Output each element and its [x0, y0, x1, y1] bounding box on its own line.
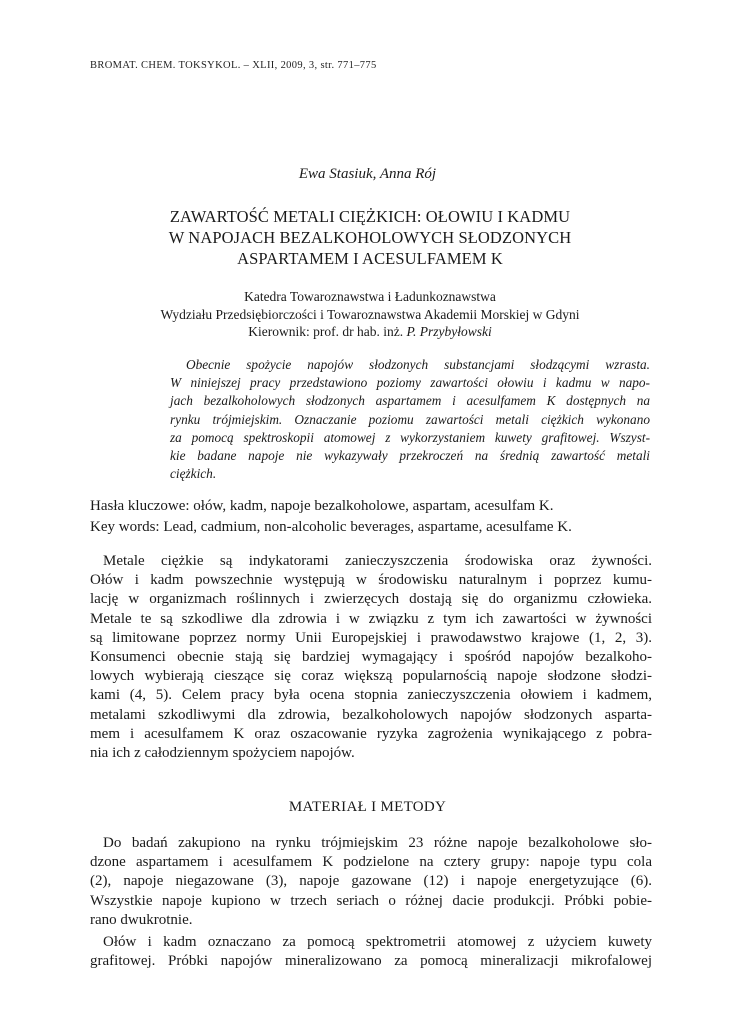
affiliation-head [90, 323, 650, 341]
abstract-line: Obecnie spożycie napojów słodzonych substancjami słodzącymi wzrasta. [186, 357, 650, 372]
paper-title [90, 206, 650, 269]
affiliation-head-prefix: Kierownik: prof. dr hab. inż. [248, 324, 404, 339]
methods-paragraph [90, 834, 652, 930]
abstract-line: ciężkich. [170, 466, 217, 482]
abstract [170, 356, 650, 483]
affiliation [90, 288, 650, 341]
body-line: kami (4, 5). Celem pracy była ocena stopnia zanieczyszczenia ołowiem i kadmem, [90, 687, 652, 704]
body-line: Ołów i kadm powszechnie występują w środowisku naturalnym i poprzez kumu- [90, 572, 652, 589]
body-line: lację w organizmach roślinnych i zwierzęcych dostają się do organizmu człowieka. [90, 591, 652, 608]
keywords-english: Key words: Lead, cadmium, non-alcoholic beverages, aspartame, acesulfame K. [90, 519, 572, 535]
body-line: Metale te są szkodliwe dla zdrowia i w związku z tym ich zawartości w żywności [90, 610, 652, 627]
body-line: Ołów i kadm oznaczano za pomocą spektrometrii atomowej z użyciem kuwety [103, 934, 652, 950]
body-line: rano dwukrotnie. [90, 911, 193, 928]
body-line: Metale ciężkie są indykatorami zanieczyszczenia środowiska oraz żywności. [103, 553, 652, 569]
body-line: dzone aspartamem i acesulfamem K podzielone na cztery grupy: napoje typu cola [90, 854, 652, 871]
body-line: grafitowej. Próbki napojów mineralizowano za pomocą mineralizacji mikrofalowej [90, 953, 652, 970]
intro-paragraph [90, 552, 652, 763]
affiliation-department: Katedra Towaroznawstwa i Ładunkoznawstwa [244, 289, 496, 304]
methods-paragraph [90, 933, 652, 971]
affiliation-head-name: P. Przybyłowski [406, 324, 492, 339]
body-line: Do badań zakupiono na rynku trójmiejskim 23 różne napoje bezalkoholowe sło- [103, 835, 652, 851]
authors: Ewa Stasiuk, Anna Rój [298, 166, 437, 182]
abstract-line: za pomocą spektroskopii atomowej z wykorzystaniem kuwety grafitowej. Wszyst- [170, 429, 650, 445]
abstract-line: W niniejszej pracy przedstawiono poziomy zawartości ołowiu i kadmu w napo- [170, 375, 650, 391]
body-line: (2), napoje niegazowane (3), napoje gazowane (12) i napoje energetyzujące (6). [90, 873, 652, 890]
keywords-polish: Hasła kluczowe: ołów, kadm, napoje bezalkoholowe, aspartam, acesulfam K. [90, 498, 554, 514]
body-line: metalami szkodliwymi dla zdrowia, bezalkoholowych napojów słodzonych asparta- [90, 706, 652, 723]
running-head: BROMAT. CHEM. TOKSYKOL. – XLII, 2009, 3, str. 771–775 [90, 60, 377, 71]
abstract-line: jach bezalkoholowych słodzonych aspartamem i acesulfamem K dostępnych na [170, 393, 650, 409]
keywords [90, 496, 660, 538]
body-line: mem i acesulfamem K oraz oszacowanie ryzyka zagrożenia wynikającego z pobra- [90, 725, 652, 742]
title-line: W NAPOJACH BEZALKOHOLOWYCH SŁODZONYCH [168, 228, 572, 247]
abstract-line: rynku trójmiejskim. Oznaczanie poziomu zawartości metali ciężkich wykonano [170, 411, 650, 427]
affiliation-faculty: Wydziału Przedsiębiorczości i Towaroznawstwa Akademii Morskiej w Gdyni [160, 306, 580, 322]
body-line: są limitowane poprzez normy Unii Europejskiej i prawodawstwo krajowe (1, 2, 3). [90, 629, 652, 646]
body-line: nia ich z całodziennym spożyciem napojów. [90, 745, 355, 762]
body-line: Konsumenci obecnie stają się bardziej wymagający i spośród napojów bezalkoho- [90, 649, 652, 666]
section-heading: MATERIAŁ I METODY [288, 799, 447, 815]
title-line: ZAWARTOŚĆ METALI CIĘŻKICH: OŁOWIU I KADMU [169, 207, 571, 226]
title-line: ASPARTAMEM I ACESULFAMEM K [237, 249, 503, 268]
abstract-line: kie badane napoje nie wykazywały przekroczeń na średnią zawartość metali [170, 448, 650, 464]
body-line: Wszystkie napoje kupiono w trzech seriach o różnej dacie produkcji. Próbki pobie- [90, 892, 652, 909]
body-line: lowych wybierają cieszące się coraz większą popularnością napoje słodzone słodzi- [90, 668, 652, 685]
